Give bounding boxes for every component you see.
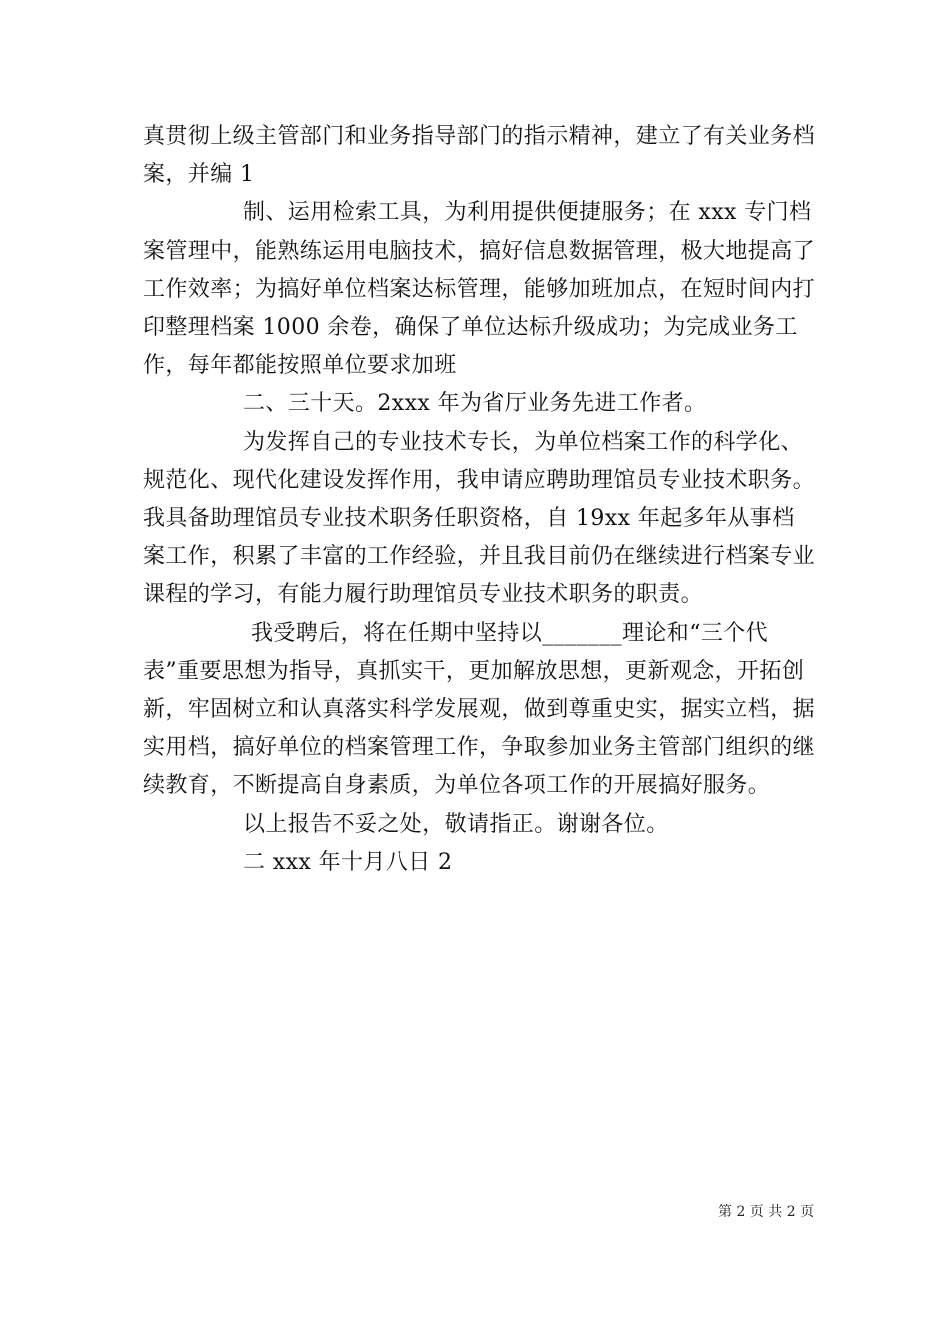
paragraph-closing: 以上报告不妥之处，敬请指正。谢谢各位。 — [243, 811, 669, 837]
paragraph-application: 为发挥自己的专业技术专长，为单位档案工作的科学化、规范化、现代化建设发挥作用，我申请应聘助理馆员专业技术职务。我具备助理馆员专业技术职务任职资格，自 19xx 年起多年从事档案工作，积累了丰富的工作经验，并且我目前仍在继续进行档案专业课程的学习，有能力履行助理馆员专业技术职务的职责。 — [143, 429, 816, 608]
document-body — [143, 118, 815, 882]
paragraph-date: 二 xxx 年十月八日 2 — [243, 849, 453, 875]
paragraph-award: 二、三十天。2xxx 年为省厅业务先进工作者。 — [243, 391, 707, 417]
paragraph-work-summary: 制、运用检索工具，为利用提供便捷服务；在 xxx 专门档案管理中，能熟练运用电脑技术，搞好信息数据管理，极大地提高了工作效率；为搞好单位档案达标管理，能够加班加点，在短时间内打印整理档案 1000 余卷，确保了单位达标升级成功；为完成业务工作，每年都能按照单位要求加班 — [143, 200, 816, 379]
paragraph-continuation: 真贯彻上级主管部门和业务指导部门的指示精神，建立了有关业务档案，并编 1 — [143, 124, 816, 188]
page-number-footer: 第 2 页 共 2 页 — [718, 1204, 815, 1220]
paragraph-commitment: 我受聘后，将在任期中坚持以_______理论和“三个代表”重要思想为指导，真抓实干，更加解放思想，更新观念，开拓创新，牢固树立和认真落实科学发展观，做到尊重史实，据实立档，据实用档，搞好单位的档案管理工作，争取参加业务主管部门组织的继续教育，不断提高自身素质，为单位各项工作的开展搞好服务。 — [143, 620, 816, 799]
